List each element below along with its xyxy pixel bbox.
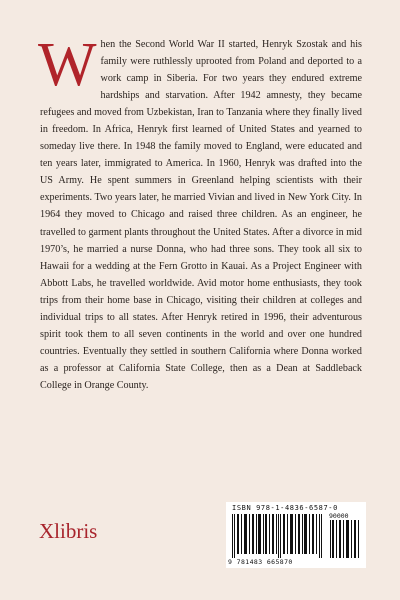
blurb-text: hen the Second World War II started, Henryk Szostak and his family were ruthlessly uprooted from Poland and deported to a work camp in Siberia. For two years they endured extreme hardships and starvation. After 1942 amnesty, they became refugees and moved from Uzbekistan, Iran to Tanzania where they finally lived in freedom. In Africa, Henryk first learned of United States and yearned to someday live there. In 1948 the family moved to England, were educated and ten years later, immigrated to America. In 1960, Henryk was drafted into the US Army. He spent summers in Greenland helping scientists with their experiments. Two years later, he married Vivian and lived in New York City. In 1964 they moved to Chicago and raised three children. As an engineer, he travelled to garment plants throughout the United States. After a divorce in mid 1970’s, he married a nurse Donna, who had three sons. They took all six to Hawaii for a wedding at the Fern Grotto in Kauai. As a Project Engineer with Abbott Labs, he travelled worldwide. Avid motor home enthusiasts, they took trips from their home base in Chicago, visiting their children at colleges and individual trips to all states. After Henryk retired in 1996, their adventurous spirit took them to all seven continents in the world and over one hundred countries. Eventually they settled in southern California where Donna worked as a professor at California State College, then as a Dean at Saddleback College in Orange County. — [40, 39, 362, 391]
barcode-digits: 9 781483 665870 — [228, 558, 293, 566]
barcode-icon — [232, 514, 362, 558]
barcode-label — [226, 502, 366, 568]
publisher-logo: Xlibris — [39, 519, 98, 543]
drop-cap: W — [38, 31, 97, 99]
book-blurb — [38, 31, 362, 394]
isbn-text: ISBN 978-1-4836-6587-0 — [232, 504, 338, 512]
barcode-addon: 90000 — [329, 512, 349, 520]
